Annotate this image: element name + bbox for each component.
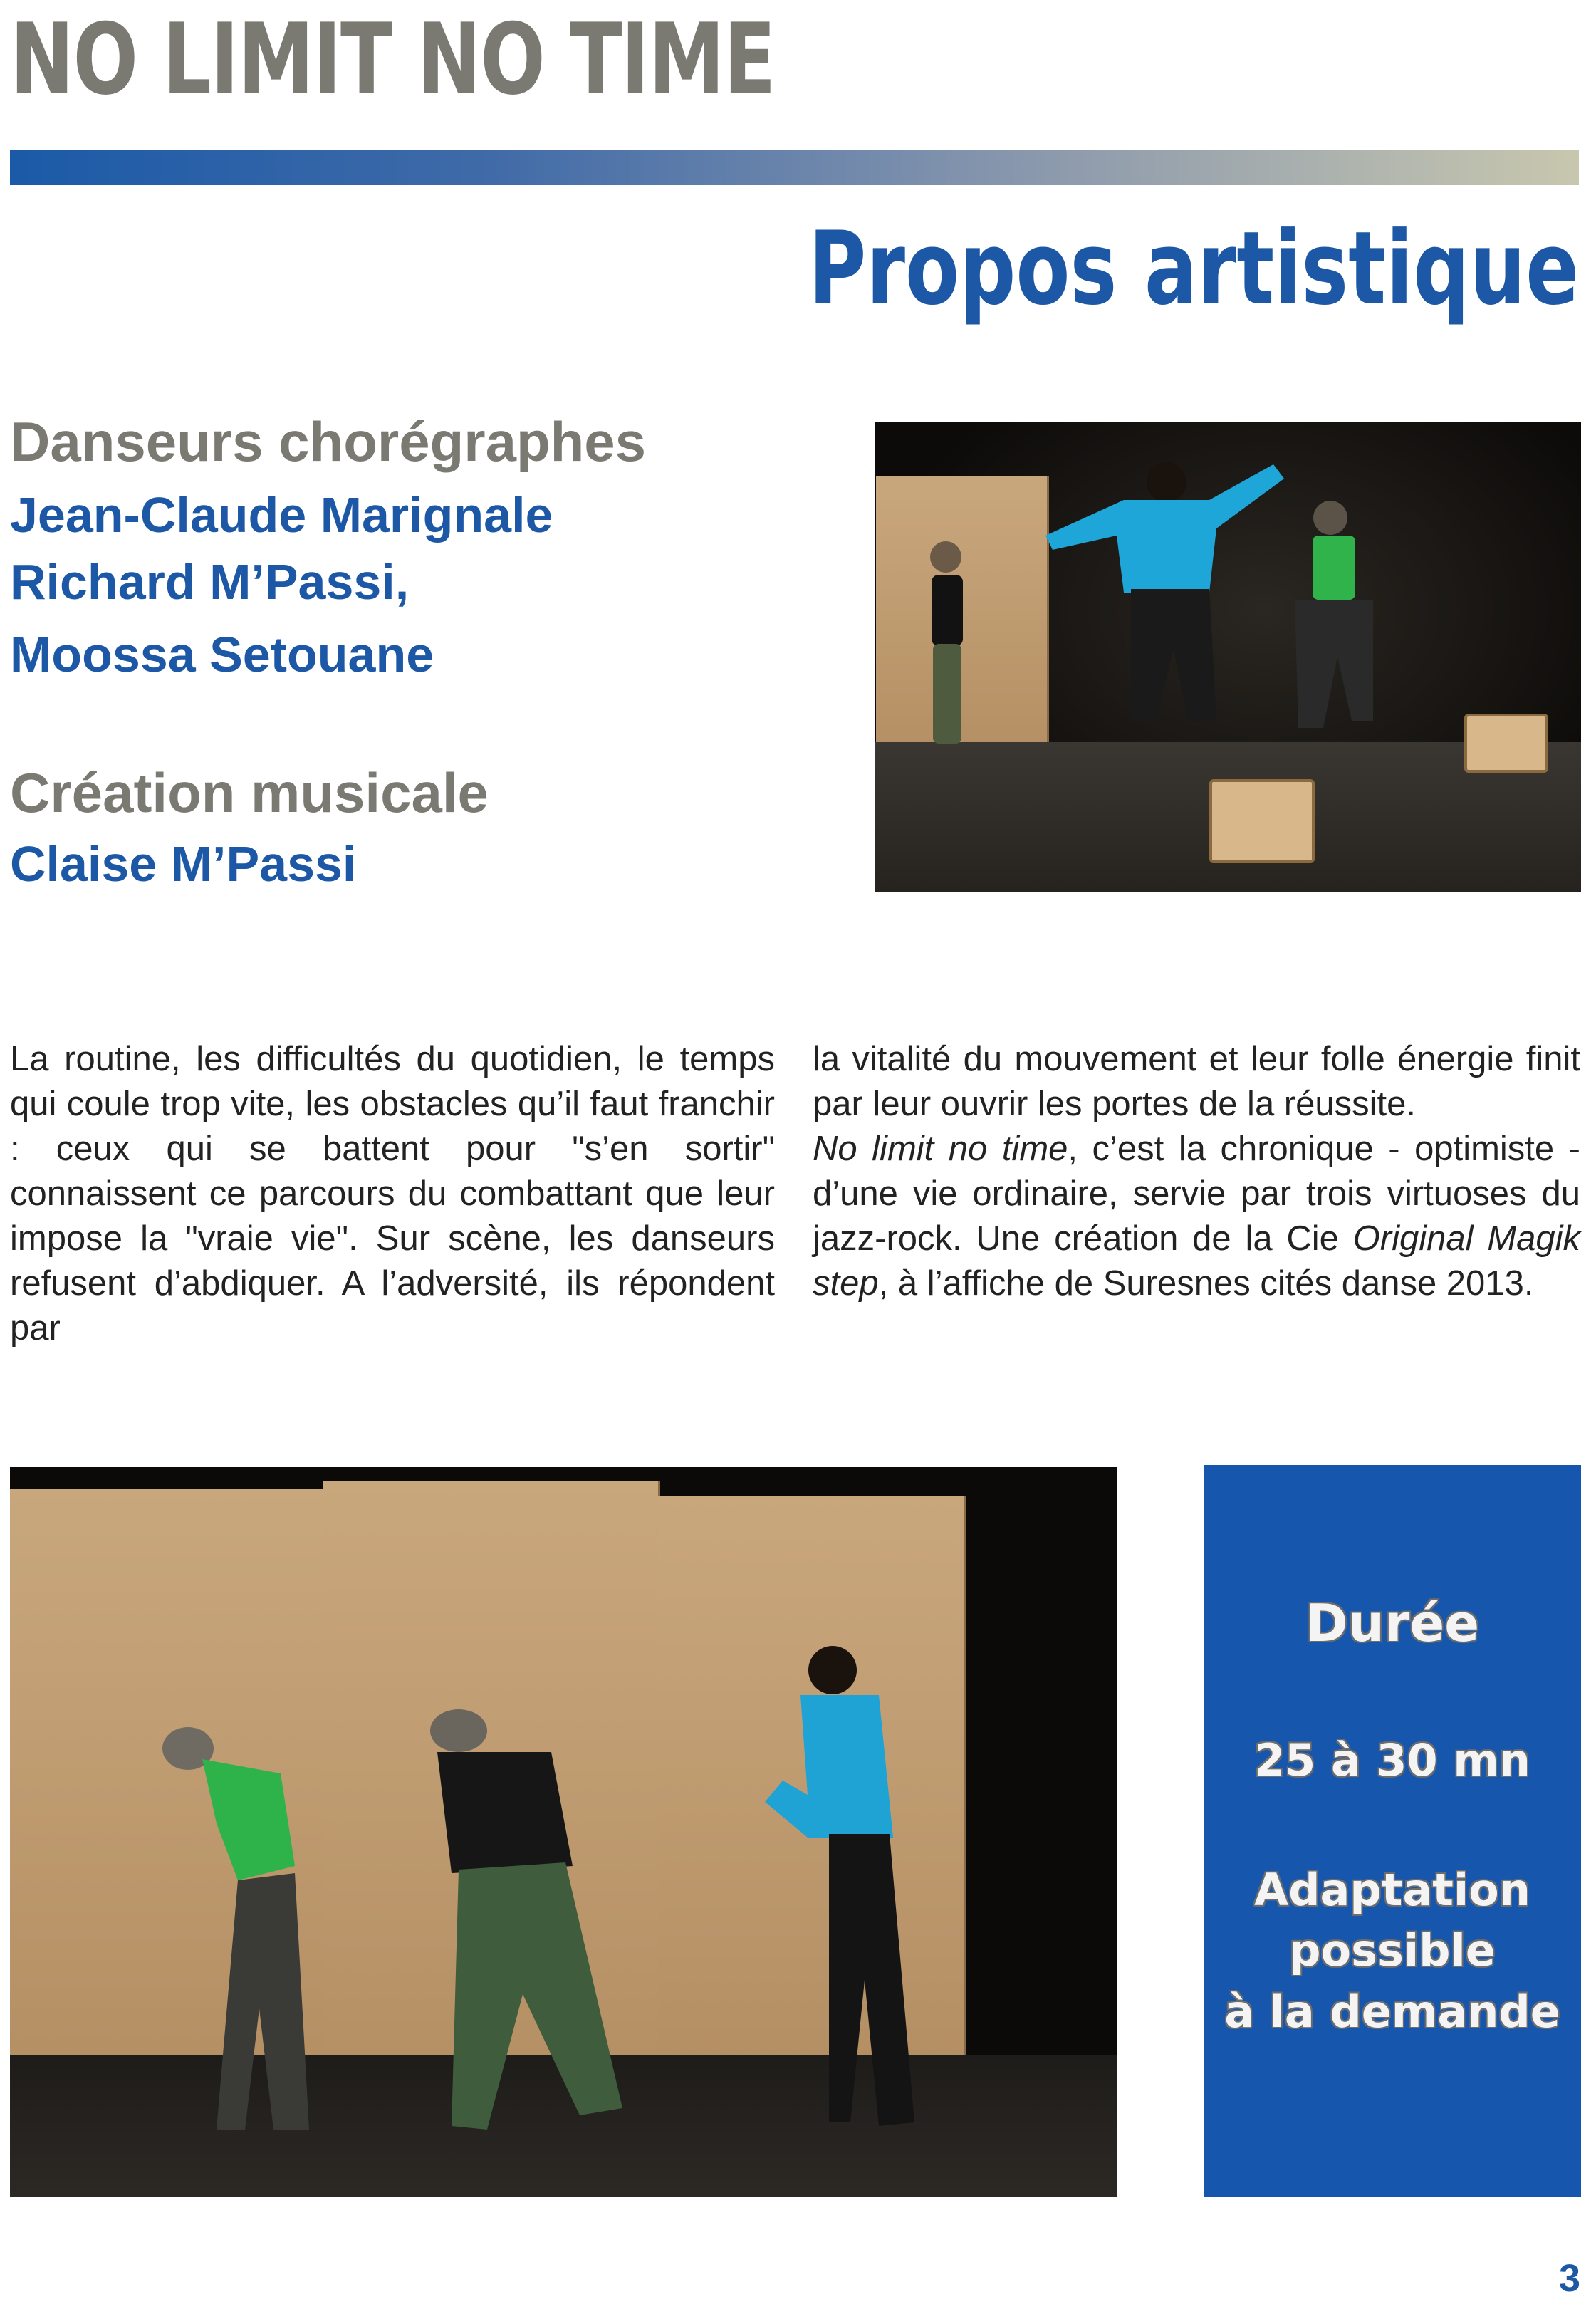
show-title-italic: No limit no time bbox=[813, 1130, 1068, 1168]
choreographers-heading: Danseurs chorégraphes bbox=[10, 410, 647, 473]
body-text-left: La routine, les difficultés du quotidien, le temps qui coule trop vite, les obstacles qu’il faut franchir : ceux qui se battent pour "s’en sortir" connaissent ce parcours du combattant que leur impose la "vraie vie". Sur scène, les danseurs refusent d’abdiquer. A l’adversité, ils répondent par bbox=[10, 1040, 775, 1348]
choreographer-name: Moossa Setouane bbox=[10, 627, 434, 682]
music-composer-name: Claise M’Passi bbox=[10, 836, 357, 892]
choreographer-name: Jean-Claude Marignale bbox=[10, 487, 553, 543]
title-gradient-bar bbox=[10, 150, 1579, 185]
duration-value: 25 à 30 mn bbox=[1254, 1734, 1530, 1786]
duration-info-box bbox=[1204, 1465, 1581, 2197]
company-name-italic: Original Magik step bbox=[813, 1219, 1580, 1303]
document-title: NO LIMIT NO TIME bbox=[10, 2, 775, 117]
adaptation-line: à la demande bbox=[1224, 1986, 1560, 2038]
adaptation-line: possible bbox=[1289, 1924, 1496, 1976]
choreographer-name: Richard M’Passi, bbox=[10, 554, 410, 610]
adaptation-line: Adaptation bbox=[1254, 1864, 1530, 1916]
duration-heading: Durée bbox=[1305, 1593, 1480, 1653]
music-heading: Création musicale bbox=[10, 761, 489, 824]
section-title: Propos artistique bbox=[808, 210, 1579, 328]
body-text-right-part1: la vitalité du mouvement et leur folle énergie finit par leur ouvrir les portes de la réussite. bbox=[813, 1040, 1580, 1123]
dancers-wall-silhouette bbox=[10, 1467, 1117, 2197]
body-text-right-part3: , à l’affiche de Suresnes cités danse 2013. bbox=[878, 1264, 1534, 1303]
body-text-right-part2: , c’est la chronique - optimiste - d’une vie ordinaire, servie par trois virtuoses du jazz-rock. Une création de la Cie bbox=[813, 1130, 1580, 1258]
dance-photo-top bbox=[875, 422, 1581, 892]
body-text-right bbox=[813, 1037, 1580, 1306]
dance-photo-bottom bbox=[10, 1467, 1117, 2197]
page-number: 3 bbox=[1558, 2257, 1580, 2300]
